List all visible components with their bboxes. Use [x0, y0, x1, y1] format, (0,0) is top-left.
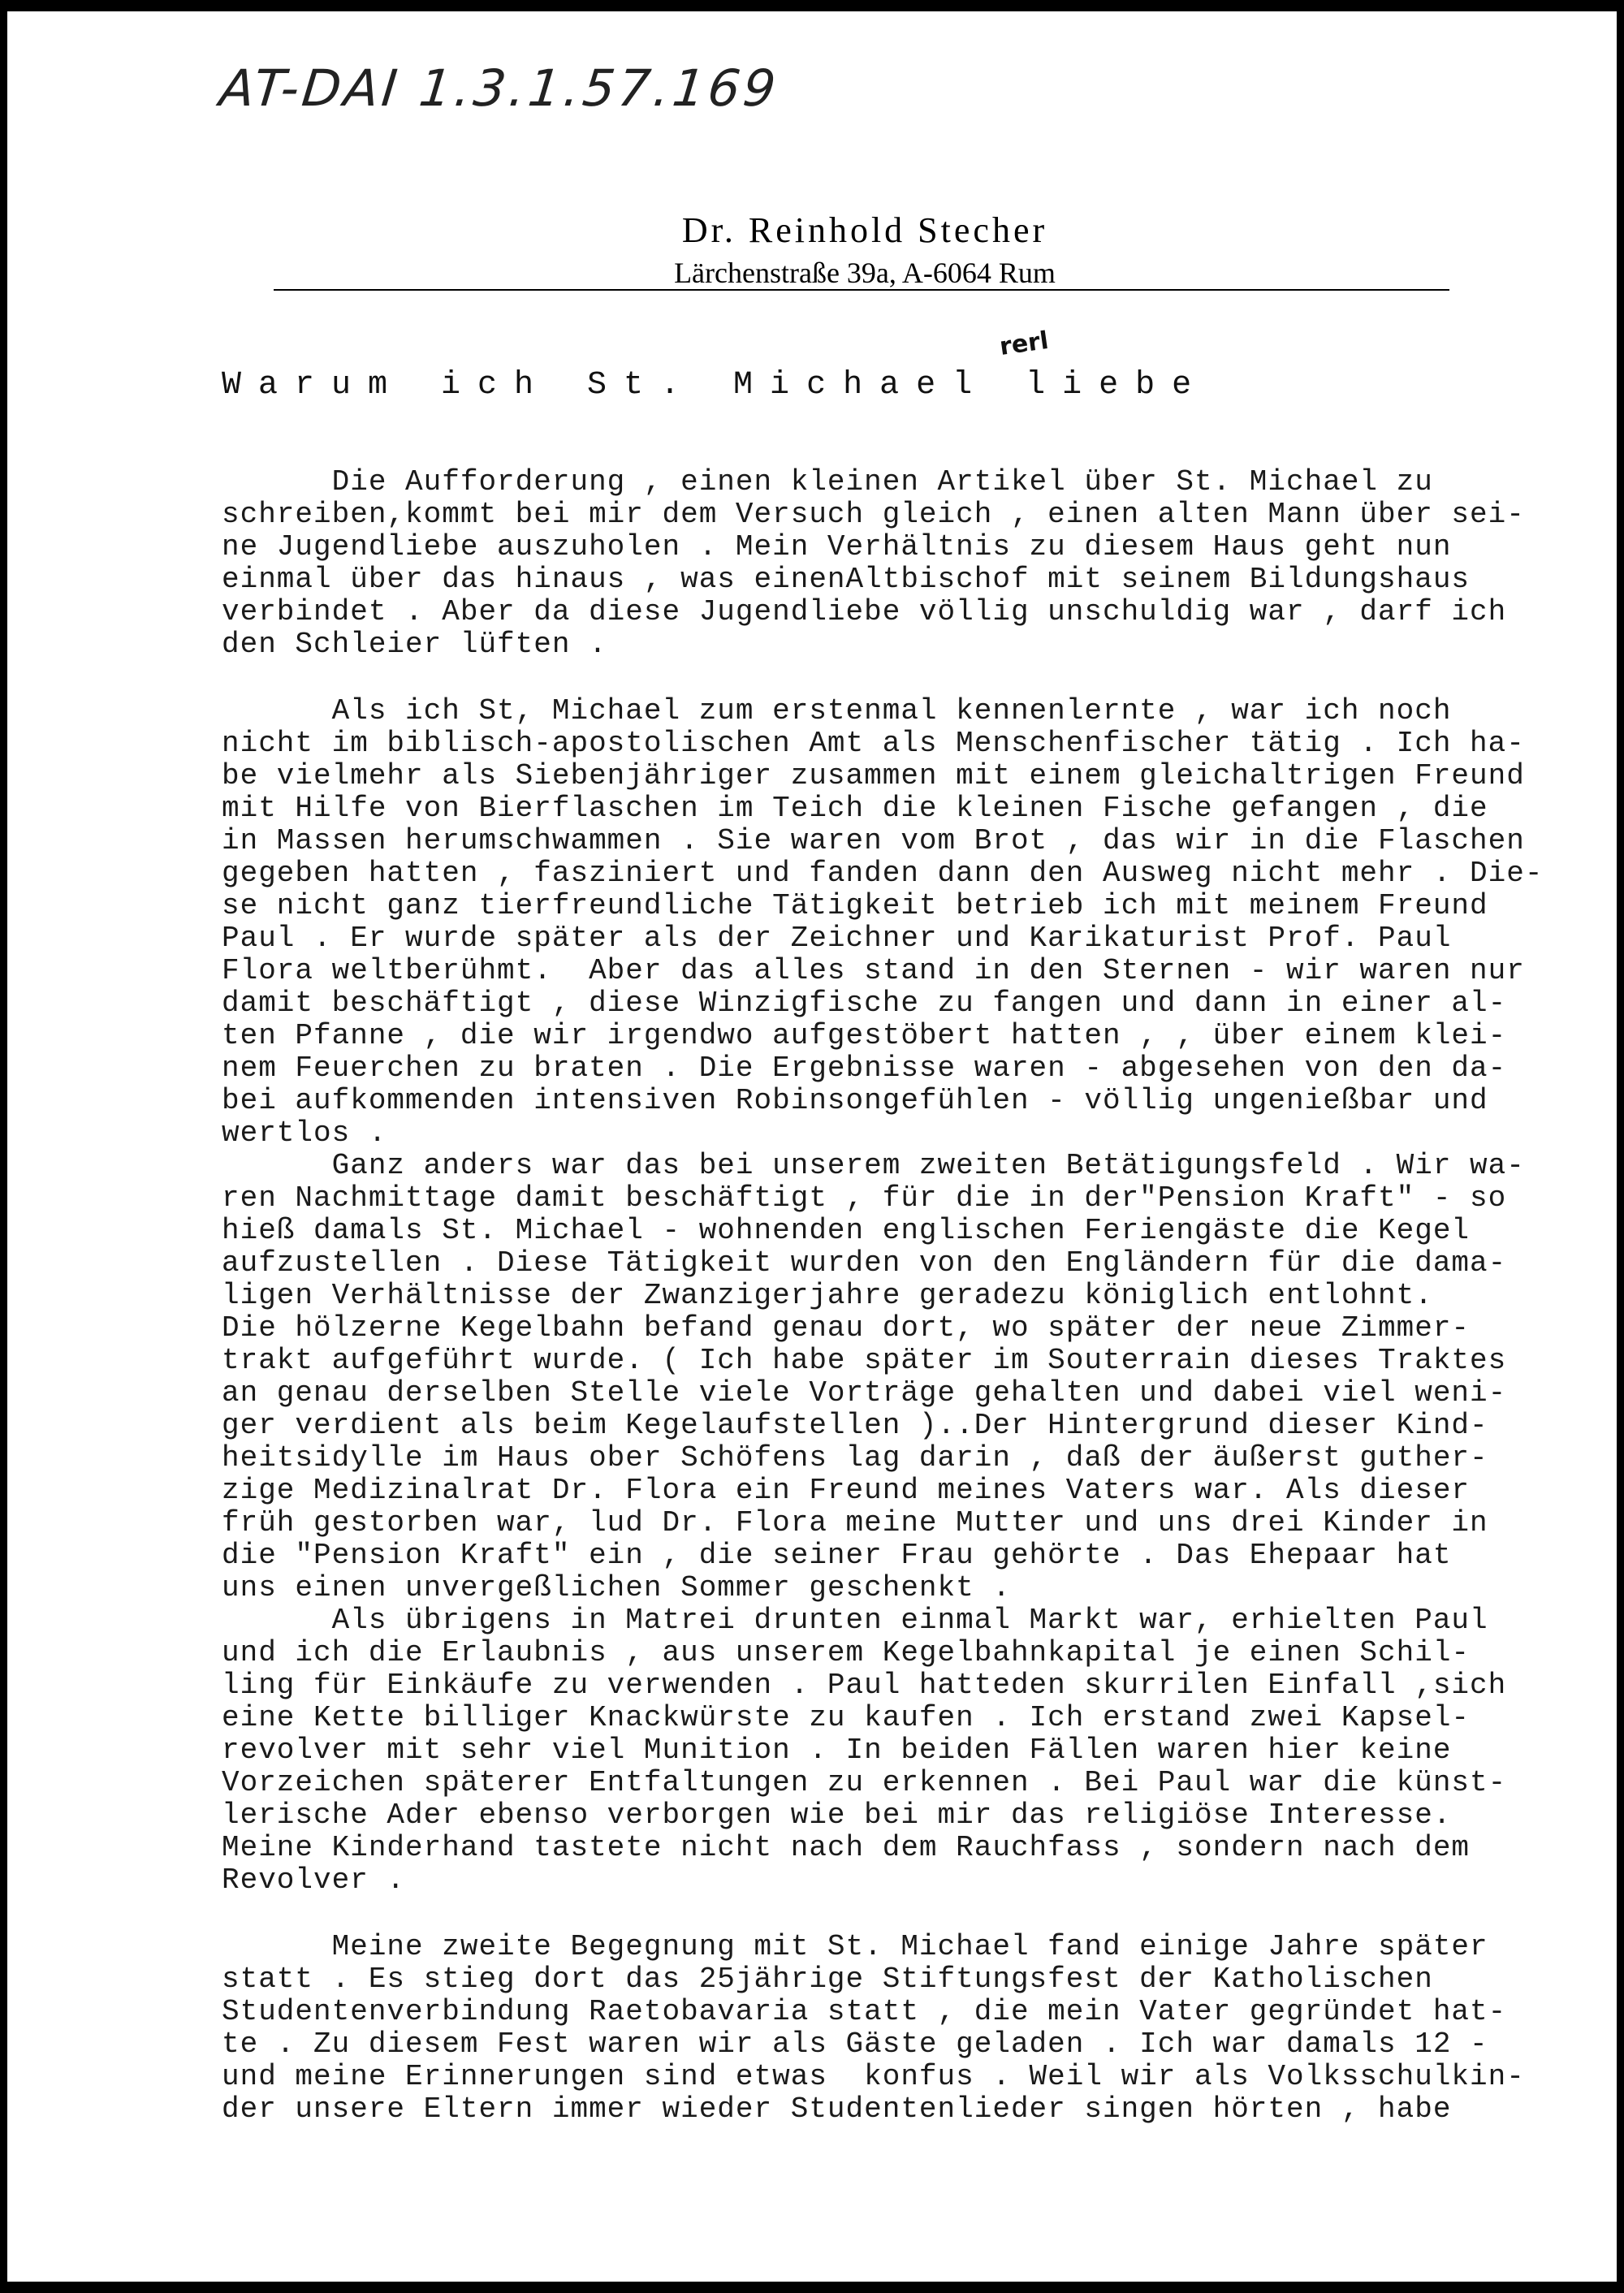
text-line: mit Hilfe von Bierflaschen im Teich die kleinen Fische gefangen , die — [222, 792, 1488, 825]
text-line: aufzustellen . Diese Tätigkeit wurden von den Engländern für die dama- — [222, 1246, 1507, 1280]
paragraph — [222, 466, 1570, 661]
text-line: der unsere Eltern immer wieder Studentenlieder singen hörten , habe — [222, 2092, 1452, 2126]
paragraph — [222, 1604, 1570, 1897]
letterhead-rule — [274, 289, 1449, 291]
text-line: uns einen unvergeßlichen Sommer geschenkt . — [222, 1571, 1011, 1604]
text-line: gegeben hatten , fasziniert und fanden dann den Ausweg nicht mehr . Die- — [222, 857, 1544, 890]
text-line: die "Pension Kraft" ein , die seiner Frau gehörte . Das Ehepaar hat — [222, 1539, 1452, 1572]
letterhead — [280, 208, 1449, 292]
text-line: wertlos . — [222, 1116, 387, 1150]
text-line: statt . Es stieg dort das 25jährige Stiftungsfest der Katholischen — [222, 1963, 1433, 1996]
text-line: Als ich St, Michael zum erstenmal kennenlernte , war ich noch — [222, 694, 1452, 728]
text-line: Flora weltberühmt. Aber das alles stand in den Sternen - wir waren nur — [222, 954, 1525, 987]
paragraph — [222, 695, 1570, 1150]
text-line: den Schleier lüften . — [222, 628, 607, 661]
text-line: ling für Einkäufe zu verwenden . Paul hatteden skurrilen Einfall ,sich — [222, 1669, 1507, 1702]
text-line: ten Pfanne , die wir irgendwo aufgestöbert hatten , , über einem klei- — [222, 1019, 1507, 1052]
text-line: trakt aufgeführt wurde. ( Ich habe später im Souterrain dieses Traktes — [222, 1344, 1507, 1377]
text-line: revolver mit sehr viel Munition . In beiden Fällen waren hier keine — [222, 1734, 1452, 1767]
text-line: früh gestorben war, lud Dr. Flora meine Mutter und uns drei Kinder in — [222, 1506, 1488, 1539]
text-line: be vielmehr als Siebenjähriger zusammen mit einem gleichaltrigen Freund — [222, 759, 1525, 792]
text-line: ne Jugendliebe auszuholen . Mein Verhältnis zu diesem Haus geht nun — [222, 530, 1452, 564]
text-line: Die hölzerne Kegelbahn befand genau dort, wo später der neue Zimmer- — [222, 1311, 1471, 1345]
text-line: heitsidylle im Haus ober Schöfens lag darin , daß der äußerst guther- — [222, 1441, 1488, 1475]
text-line: Paul . Er wurde später als der Zeichner und Karikaturist Prof. Paul — [222, 922, 1452, 955]
text-line: zige Medizinalrat Dr. Flora ein Freund meines Vaters war. Als dieser — [222, 1474, 1471, 1507]
paragraph-gap — [222, 661, 1570, 695]
text-line: se nicht ganz tierfreundliche Tätigkeit betrieb ich mit meinem Freund — [222, 889, 1488, 922]
text-line: nicht im biblisch-apostolischen Amt als Menschenfischer tätig . Ich ha- — [222, 727, 1525, 760]
text-line: hieß damals St. Michael - wohnenden englischen Feriengäste die Kegel — [222, 1214, 1471, 1247]
text-line: nem Feuerchen zu braten . Die Ergebnisse waren - abgesehen von den da- — [222, 1051, 1507, 1085]
archive-signature: AT-DAI 1.3.1.57.169 — [217, 58, 782, 118]
text-line: eine Kette billiger Knackwürste zu kaufen . Ich erstand zwei Kapsel- — [222, 1701, 1471, 1734]
text-line: Meine zweite Begegnung mit St. Michael fand einige Jahre später — [222, 1930, 1488, 1963]
text-line: Studentenverbindung Raetobavaria statt , die mein Vater gegründet hat- — [222, 1995, 1507, 2028]
text-line: Vorzeichen späterer Entfaltungen zu erkennen . Bei Paul war die künst- — [222, 1766, 1507, 1799]
text-line: Revolver . — [222, 1863, 406, 1897]
paragraph — [222, 1150, 1570, 1604]
text-line: ger verdient als beim Kegelaufstellen )..Der Hintergrund dieser Kind- — [222, 1409, 1488, 1442]
text-line: schreiben,kommt bei mir dem Versuch gleich , einen alten Mann über sei- — [222, 498, 1525, 531]
text-line: damit beschäftigt , diese Winzigfische zu fangen und dann in einer al- — [222, 987, 1507, 1020]
document-title: Warum ich St. Michael liebe — [222, 367, 1209, 404]
paragraph-gap — [222, 1897, 1570, 1931]
letterhead-name: Dr. Reinhold Stecher — [681, 210, 1048, 250]
text-line: und ich die Erlaubnis , aus unserem Kegelbahnkapital je einen Schil- — [222, 1636, 1471, 1669]
paragraph — [222, 1931, 1570, 2126]
letterhead-address: Lärchenstraße 39a, A-6064 Rum — [674, 257, 1056, 289]
text-line: in Massen herumschwammen . Sie waren vom Brot , das wir in die Flaschen — [222, 824, 1525, 857]
text-line: Als übrigens in Matrei drunten einmal Markt war, erhielten Paul — [222, 1604, 1488, 1637]
text-line: lerische Ader ebenso verborgen wie bei mir das religiöse Interesse. — [222, 1799, 1452, 1832]
text-line: verbindet . Aber da diese Jugendliebe völlig unschuldig war , darf ich — [222, 595, 1507, 628]
text-line: Die Aufforderung , einen kleinen Artikel über St. Michael zu — [222, 465, 1433, 499]
letter-body — [222, 466, 1570, 2126]
text-line: an genau derselben Stelle viele Vorträge gehalten und dabei viel weni- — [222, 1376, 1507, 1410]
text-line: te . Zu diesem Fest waren wir als Gäste geladen . Ich war damals 12 - — [222, 2027, 1488, 2061]
text-line: ligen Verhältnisse der Zwanzigerjahre geradezu königlich entlohnt. — [222, 1279, 1433, 1312]
text-line: bei aufkommenden intensiven Robinsongefühlen - völlig ungenießbar und — [222, 1084, 1488, 1117]
text-line: Ganz anders war das bei unserem zweiten Betätigungsfeld . Wir wa- — [222, 1149, 1525, 1182]
text-line: Meine Kinderhand tastete nicht nach dem Rauchfass , sondern nach dem — [222, 1831, 1471, 1864]
handwritten-note: rerl — [997, 326, 1051, 362]
text-line: und meine Erinnerungen sind etwas konfus . Weil wir als Volksschulkin- — [222, 2060, 1525, 2093]
text-line: ren Nachmittage damit beschäftigt , für die in der"Pension Kraft" - so — [222, 1181, 1507, 1215]
text-line: einmal über das hinaus , was einenAltbischof mit seinem Bildungshaus — [222, 563, 1471, 596]
